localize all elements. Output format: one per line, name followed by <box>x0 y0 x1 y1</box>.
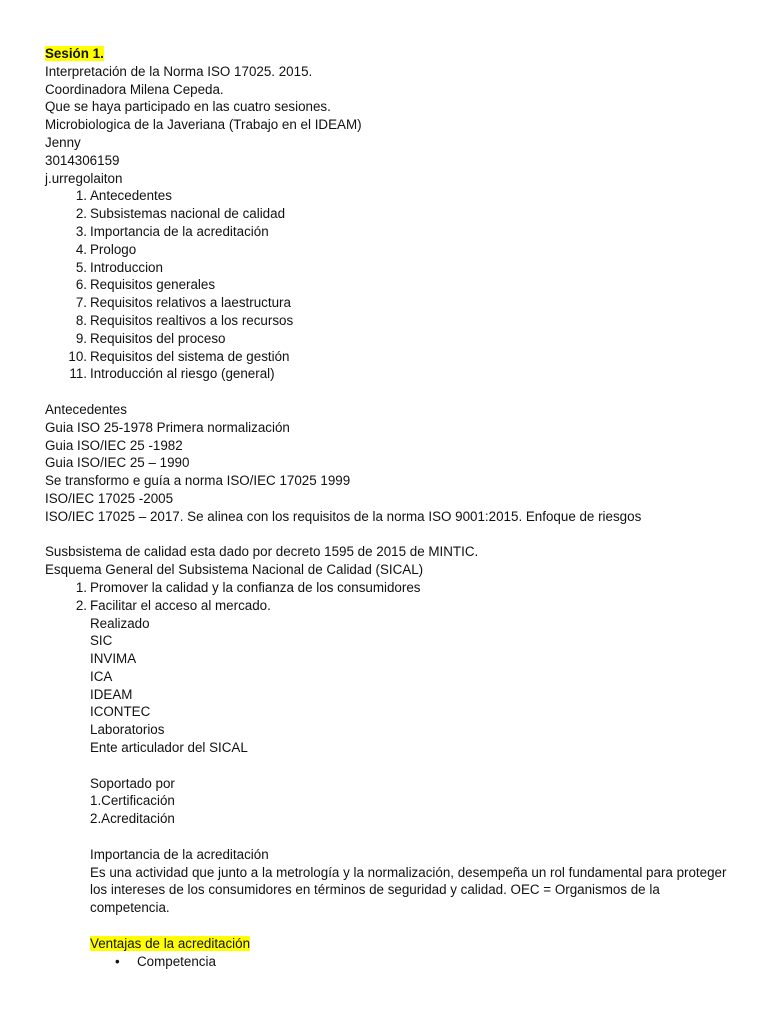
ventajas-bullet-text: Competencia <box>137 953 216 969</box>
agenda-list <box>45 187 735 383</box>
importancia-paragraph: Es una actividad que junto a la metrología y la normalización, desempeña un rol fundamental para proteger los intereses de los consumidores en términos de seguridad y calidad. OEC = Organismos de la competencia. <box>90 864 727 916</box>
agenda-item: 9. Requisitos del proceso <box>75 330 226 346</box>
header-line: Jenny <box>45 134 81 150</box>
antecedentes-line: Guia ISO/IEC 25 -1982 <box>45 437 183 453</box>
agenda-item: 11. Introducción al riesgo (general) <box>69 366 275 382</box>
subsistema-line: Susbsistema de calidad esta dado por decreto 1595 de 2015 de MINTIC. <box>45 544 479 560</box>
agenda-item: 1. Antecedentes <box>75 188 172 204</box>
session-title: Sesión 1. <box>45 46 104 61</box>
subsistema-item: 2. Facilitar el acceso al mercado. <box>75 597 271 613</box>
subsistema-list <box>45 579 735 615</box>
spacer <box>90 757 735 775</box>
agenda-item: 3. Importancia de la acreditación <box>75 223 269 239</box>
realizado-line: IDEAM <box>90 686 133 702</box>
realizado-line: Ente articulador del SICAL <box>90 740 248 756</box>
realizado-line: SIC <box>90 633 113 649</box>
antecedentes-heading: Antecedentes <box>45 401 127 417</box>
bullet-icon: • <box>115 953 120 969</box>
agenda-item: 4. Prologo <box>75 241 137 257</box>
realizado-line: Laboratorios <box>90 722 165 738</box>
header-line: Que se haya participado en las cuatro sesiones. <box>45 99 331 115</box>
soportado-line: 1.Certificación <box>90 793 175 809</box>
realizado-line: ICA <box>90 668 113 684</box>
header-line: Coordinadora Milena Cepeda. <box>45 81 224 97</box>
agenda-item: 5. Introduccion <box>75 259 163 275</box>
spacer <box>90 828 735 846</box>
agenda-item: 2. Subsistemas nacional de calidad <box>75 206 286 222</box>
realizado-heading: Realizado <box>90 615 150 631</box>
agenda-item: 7. Requisitos relativos a laestructura <box>75 295 291 311</box>
ventajas-heading: Ventajas de la acreditación <box>90 935 251 951</box>
soportado-heading: Soportado por <box>90 775 175 791</box>
subsistema-item: 1. Promover la calidad y la confianza de los consumidores <box>75 579 421 595</box>
agenda-item: 6. Requisitos generales <box>75 277 216 293</box>
spacer <box>90 917 735 935</box>
soportado-line: 2.Acreditación <box>90 811 175 827</box>
antecedentes-line: ISO/IEC 17025 -2005 <box>45 490 174 506</box>
ventajas-heading-line <box>90 935 735 953</box>
spacer <box>45 526 735 544</box>
antecedentes-line: Guia ISO/IEC 25 – 1990 <box>45 455 190 471</box>
header-line: Microbiologica de la Javeriana (Trabajo en el IDEAM) <box>45 117 362 133</box>
session-title-line <box>45 45 735 63</box>
antecedentes-line: ISO/IEC 17025 – 2017. Se alinea con los requisitos de la norma ISO 9001:2015. Enfoque de riesgos <box>45 508 642 524</box>
agenda-item: 8. Requisitos realtivos a los recursos <box>75 312 294 328</box>
antecedentes-section <box>45 401 735 526</box>
realizado-line: ICONTEC <box>90 704 151 720</box>
realizado-line: INVIMA <box>90 651 137 667</box>
spacer <box>45 383 735 401</box>
document-body <box>45 45 735 970</box>
header-line: Interpretación de la Norma ISO 17025. 2015. <box>45 63 313 79</box>
ventajas-bullet-item <box>45 953 735 971</box>
antecedentes-line: Guia ISO 25-1978 Primera normalización <box>45 419 290 435</box>
realizado-block <box>45 615 735 953</box>
header-line: 3014306159 <box>45 152 120 168</box>
subsistema-line: Esquema General del Subsistema Nacional de Calidad (SICAL) <box>45 562 424 578</box>
subsistema-section <box>45 543 735 970</box>
antecedentes-line: Se transformo e guía a norma ISO/IEC 17025 1999 <box>45 473 351 489</box>
header-lines <box>45 63 735 188</box>
agenda-item: 10. Requisitos del sistema de gestión <box>68 348 290 364</box>
header-line: j.urregolaiton <box>45 170 123 186</box>
importancia-heading: Importancia de la acreditación <box>90 846 269 862</box>
